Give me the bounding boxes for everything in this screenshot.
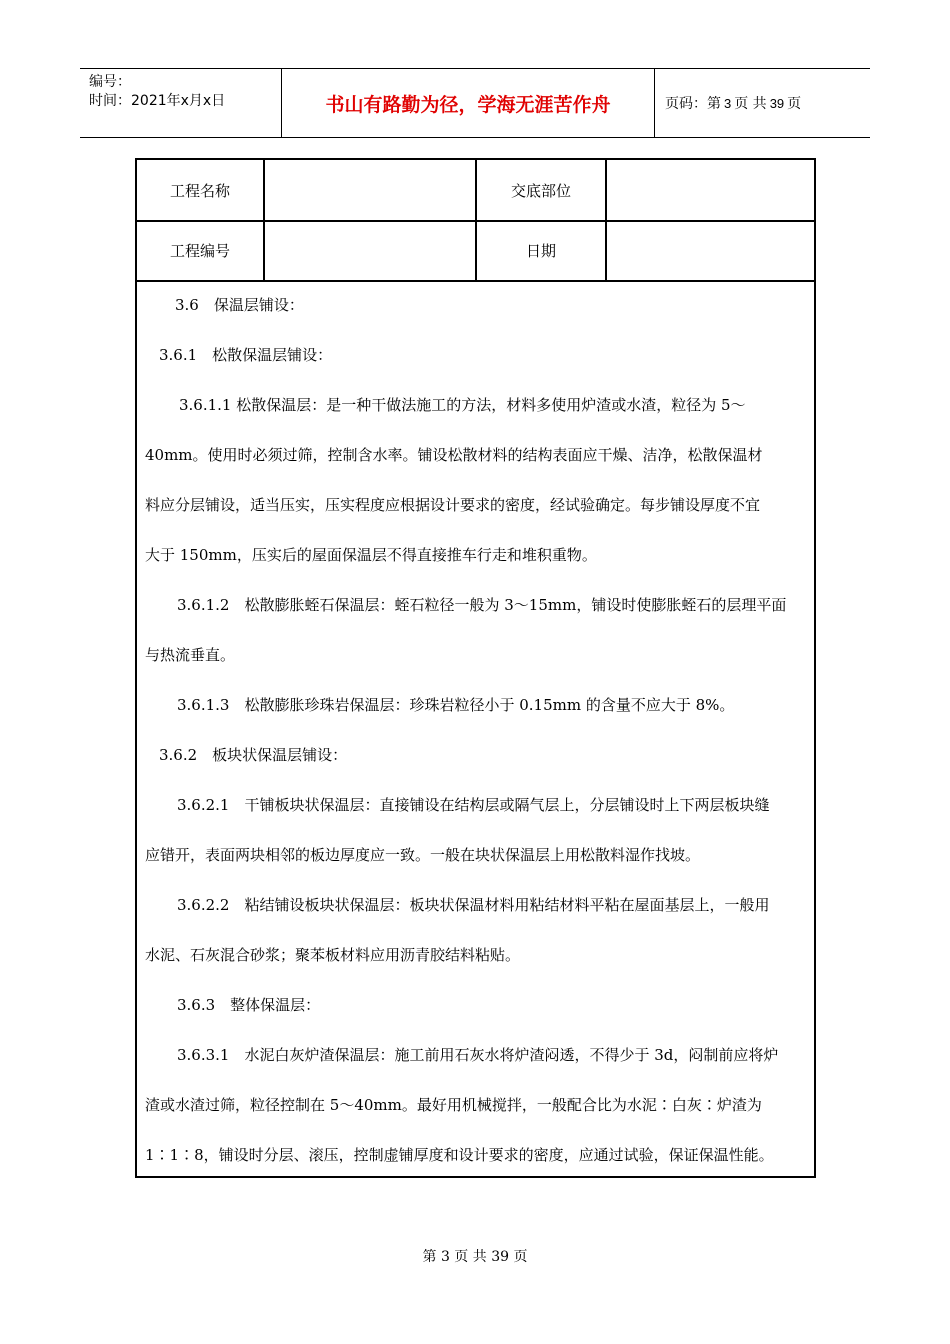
text-line: 水泥、石灰混合砂浆；聚苯板材料应用沥青胶结料粘贴。 [145,946,521,964]
project-name-value [265,160,477,220]
text-line: 3.6.1 松散保温层铺设： [159,346,333,364]
text-line: 3.6.1.3 松散膨胀珍珠岩保温层：珍珠岩粒径小于 0.15mm 的含量不应大于 8%。 [177,696,735,714]
text-line: 1∶1∶8，铺设时分层、滚压，控制虚铺厚度和设计要求的密度，应通过试验，保证保温性能。 [145,1146,774,1164]
text-line: 渣或水渣过筛，粒径控制在 5～40mm。最好用机械搅拌，一般配合比为水泥∶白灰∶炉渣为 [145,1096,762,1114]
page-footer: 第 3 页 共 39 页 [422,1249,528,1265]
text-line: 3.6 保温层铺设： [175,296,304,314]
table-row [137,160,814,222]
text-line: 应错开，表面两块相邻的板边厚度应一致。一般在块状保温层上用松散料湿作找坡。 [145,846,701,864]
header-motto: 书山有路勤为径，学海无涯苦作舟 [282,69,655,137]
text-line: 3.6.2.1 干铺板块状保温层：直接铺设在结构层或隔气层上，分层铺设时上下两层板块缝 [177,796,770,814]
time-label: 时间：2021年x月x日 [89,93,226,109]
header-left [80,69,282,137]
number-label: 编号： [89,74,131,90]
text-line: 3.6.1.2 松散膨胀蛭石保温层：蛭石粒径一般为 3～15mm，铺设时使膨胀蛭石的层理平面 [177,596,787,614]
header-page-info [655,69,870,137]
text-line: 大于 150mm，压实后的屋面保温层不得直接推车行走和堆积重物。 [145,546,597,564]
page-header [80,68,870,138]
project-name-label: 工程名称 [137,160,265,220]
text-line: 与热流垂直。 [145,646,236,664]
disclosure-table [135,158,816,1178]
table-row [137,220,814,282]
page-prefix: 页码：第 [665,96,721,112]
text-line: 3.6.3.1 水泥白灰炉渣保温层：施工前用石灰水将炉渣闷透，不得少于 3d，闷制前应将炉 [177,1046,779,1064]
date-value [607,220,814,280]
page-number: 3 [724,95,732,111]
date-label: 日期 [477,220,607,280]
text-line: 3.6.1.1 松散保温层：是一种干做法施工的方法，材料多使用炉渣或水渣，粒径为 5～ [179,396,746,414]
page-mid: 页 共 [734,96,767,112]
part-label: 交底部位 [477,160,607,220]
text-line: 3.6.2 板块状保温层铺设： [159,746,348,764]
text-line: 3.6.3 整体保温层： [177,996,321,1014]
project-no-value [265,220,477,280]
text-line: 料应分层铺设，适当压实，压实程度应根据设计要求的密度，经试验确定。每步铺设厚度不宜 [145,496,761,514]
page-total: 39 [769,95,785,111]
project-no-label: 工程编号 [137,220,265,280]
text-line: 3.6.2.2 粘结铺设板块状保温层：板块状保温材料用粘结材料平粘在屋面基层上，一般用 [177,896,770,914]
page-suffix: 页 [787,96,802,112]
text-line: 40mm。使用时必须过筛，控制含水率。铺设松散材料的结构表面应干燥、洁净，松散保温材 [145,446,763,464]
part-value [607,160,814,220]
